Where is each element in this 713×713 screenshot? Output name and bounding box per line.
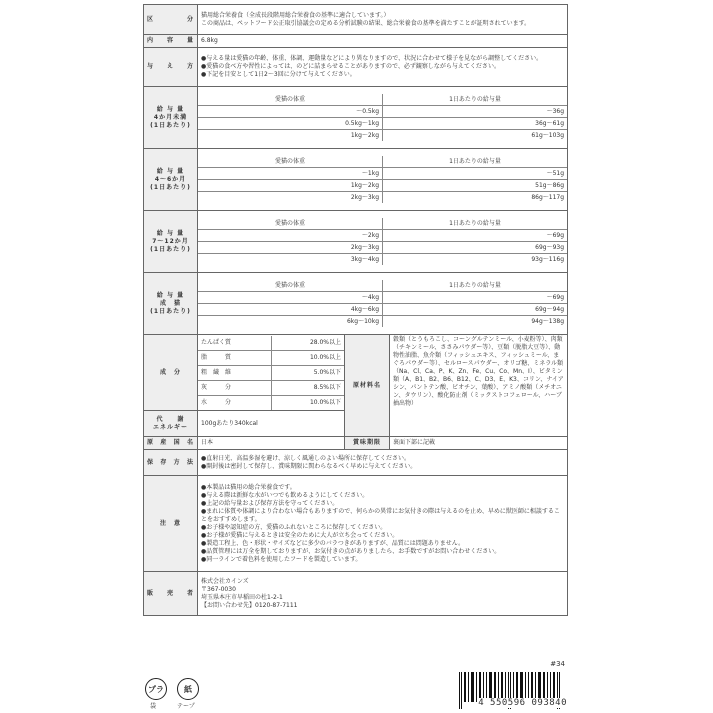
feeding-amount: 86g～117g — [383, 192, 568, 204]
seibun-name: 脂 質 — [198, 350, 271, 365]
feeding-header-amount: 1日あたりの給与量 — [383, 156, 568, 168]
feeding-amount: 69g～94g — [383, 304, 568, 316]
feeding-amount: ～69g — [383, 230, 568, 242]
daisha-label — [144, 411, 198, 437]
seibun-value: 10.0%以上 — [271, 350, 344, 365]
ataekata-label: 与 え 方 — [144, 48, 198, 87]
bottom-area — [143, 660, 567, 713]
feeding-table-cell — [198, 211, 568, 273]
feeding-weight: 2kg～3kg — [198, 242, 383, 254]
feeding-amount: 69g～93g — [383, 242, 568, 254]
feeding-table-cell — [198, 87, 568, 149]
feeding-label-line: (1日あたり) — [150, 121, 191, 129]
feeding-weight: 4kg～6kg — [198, 304, 383, 316]
seibun-value: 8.5%以下 — [271, 380, 344, 395]
chui-line: ●まれに体質や体調により合わない場合もありますので、何らかの異常にお気付きの際は与えるのを止め、早めに獣医師に相談することをおすすめします。 — [201, 507, 560, 523]
feeding-header-weight: 愛猫の体重 — [198, 280, 383, 292]
chui-label: 注 意 — [144, 476, 198, 572]
feeding-label-line: 給 与 量 — [156, 105, 185, 113]
feeding-weight: 1kg～2kg — [350, 131, 380, 139]
row-gensankoku — [144, 437, 568, 450]
feeding-label-line: 4か月未満 — [153, 113, 188, 121]
feeding-header-amount: 1日あたりの給与量 — [383, 94, 568, 106]
ataekata-line: ●与える量は愛猫の年齢、体重、体調、運動量などにより異なりますので、状況に合わせて様子を見ながら調整してください。 — [201, 55, 543, 62]
plastic-recycle-icon: プラ — [145, 678, 167, 700]
feeding-weight: 6kg～10kg — [346, 317, 380, 325]
chui-line: ●品質管理には万全を期しておりますが、お気付きの点がありましたら、お手数ですがお問い合わせください。 — [201, 547, 501, 555]
feeding-label-line: 給 与 量 — [156, 291, 185, 299]
feeding-weight: ～0.5kg — [198, 106, 383, 118]
feeding-amount: 93g～116g — [383, 254, 568, 266]
feeding-table — [198, 156, 567, 203]
shomikigen-label: 賞味期限 — [345, 437, 390, 450]
feeding-table — [198, 94, 567, 141]
feeding-label-line: (1日あたり) — [150, 183, 191, 191]
seibun-value: 10.0%以下 — [271, 395, 344, 410]
chui-line: ●お子様や認知症の方、愛猫のふれないところに保存してください。 — [201, 523, 387, 531]
feeding-weight: 2kg～3kg — [350, 193, 380, 201]
hanbai-line: 埼玉県本庄市早稲田の杜1-2-1 — [201, 593, 283, 601]
feeding-weight: ～1kg — [198, 168, 383, 180]
genzairyo-label: 原材料名 — [345, 335, 390, 437]
feeding-label-line: 給 与 量 — [156, 229, 185, 237]
ataekata-line: ●愛猫の食べ方や習性によっては、のどに詰まらせることがありますので、必ず観察しながら与えてください。 — [201, 63, 500, 70]
code-number: #34 — [550, 660, 565, 668]
feeding-label — [144, 87, 198, 149]
seibun-value: 28.0%以上 — [271, 336, 344, 351]
feeding-weight: ～2kg — [198, 230, 383, 242]
row-feeding-0 — [144, 87, 568, 149]
seibun-name: 水 分 — [201, 398, 232, 406]
seibun-name: 粗 繊 維 — [198, 365, 271, 380]
feeding-label-line: 給 与 量 — [156, 167, 185, 175]
row-chui — [144, 476, 568, 572]
chui-line: ●本製品は猫用の総合栄養食です。 — [201, 483, 296, 491]
feeding-weight: 1kg～2kg — [198, 180, 383, 192]
kubun-line: 猫用総合栄養食（全成長段階用総合栄養食の基準に適合しています。） — [201, 11, 390, 19]
seibun-name: 灰 分 — [198, 380, 271, 395]
feeding-table-cell — [198, 149, 568, 211]
feeding-weight: 3kg～4kg — [350, 255, 380, 263]
kubun-label: 区 分 — [144, 5, 198, 35]
feeding-label — [144, 149, 198, 211]
daisha-label-line: エネルギー — [152, 423, 188, 431]
row-naiyoryo — [144, 35, 568, 48]
hozon-label: 保存方法 — [144, 450, 198, 476]
recycle-label-bag: 袋 — [150, 703, 157, 710]
hanbai-value — [198, 572, 568, 616]
feeding-label-line: 4～6か月 — [154, 175, 187, 183]
barcode-digits: 4 550596 093840 — [478, 698, 567, 708]
kubun-line: この商品は、ペットフード公正取引協議会の定める分析試験の結果、総合栄養食の基準を満たすことが証明されています。 — [201, 19, 531, 27]
feeding-amount: ～36g — [383, 106, 568, 118]
daisha-value: 100gあたり340kcal — [198, 411, 345, 437]
seibun-label: 成 分 — [144, 335, 198, 411]
feeding-amount: 51g～86g — [383, 180, 568, 192]
feeding-table-cell — [198, 273, 568, 335]
label-table — [143, 4, 568, 616]
feeding-label-line: (1日あたり) — [150, 307, 191, 315]
hanbai-line: 【お問い合わせ先】0120-87-7111 — [201, 601, 298, 609]
chui-line: ●同一ラインで着色料を使用したフードを製造しています。 — [201, 555, 362, 563]
chui-line: ●与える際は新鮮な水がいつでも飲めるようにしてください。 — [201, 491, 369, 499]
gensankoku-value: 日本 — [198, 437, 345, 450]
chui-line: ●製造工程上、色・形状・サイズなどに多少のバラつきがありますが、品質には問題ありません。 — [201, 539, 465, 547]
hanbai-line: 株式会社カインズ — [201, 577, 249, 585]
naiyoryo-label: 内 容 量 — [144, 35, 198, 48]
shomikigen-value: 裏面下部に記載 — [390, 437, 568, 450]
feeding-table — [198, 280, 567, 327]
feeding-label-line: 成 猫 — [159, 299, 181, 307]
chui-line: ●お子様が愛猫に与えるときは安全のために大人が立ち会ってください。 — [201, 531, 399, 539]
seibun-name: たんぱく質 — [198, 336, 271, 351]
gensankoku-label: 原産国名 — [144, 437, 198, 450]
feeding-label — [144, 211, 198, 273]
seibun-value: 5.0%以下 — [271, 365, 344, 380]
feeding-header-weight: 愛猫の体重 — [198, 156, 383, 168]
feeding-amount: ～51g — [383, 168, 568, 180]
row-hanbai — [144, 572, 568, 616]
row-hozon — [144, 450, 568, 476]
chui-line: ●上記の給与量および保存方法を守ってください。 — [201, 499, 339, 507]
feeding-header-amount: 1日あたりの給与量 — [383, 218, 568, 230]
paper-recycle-icon: 紙 — [177, 678, 199, 700]
kubun-value — [198, 5, 568, 35]
row-seibun — [144, 335, 568, 411]
hozon-value — [198, 450, 568, 476]
ataekata-line: ●下記を目安として1日2～3回に分けて与えてください。 — [201, 71, 356, 78]
feeding-label — [144, 273, 198, 335]
feeding-label-line: (1日あたり) — [150, 245, 191, 253]
chui-value — [198, 476, 568, 572]
row-feeding-3 — [144, 273, 568, 335]
daisha-label-line: 代 謝 — [156, 415, 185, 423]
hanbai-label: 販 売 者 — [144, 572, 198, 616]
genzairyo-value: 穀類（とうもろこし、コーングルテンミール、小麦粉等）、肉類（チキンミール、ささみパウダー等）、豆類（脱脂大豆等）、動物性油脂、魚介類（フィッシュエキス、フィッシュミール、まぐろパウダー等）、セルロースパウダー、オリゴ糖、ミネラル類（Na、Cl、Ca、P、K、Zn、Fe、Cu、Co、Mn、I）、ビタミン類（A、B1、B2、B6、B12、C、D3、E、K3、コリン、ナイアシン、パントテン酸、ビオチン、葉酸）、アミノ酸類（メチオニン、タウリン）、酸化防止剤（ミックストコフェロール、ハーブ抽出物） — [390, 335, 568, 437]
feeding-amount: 61g～103g — [383, 130, 568, 142]
seibun-table — [198, 336, 344, 410]
row-ataekata — [144, 48, 568, 87]
feeding-amount: ～69g — [383, 292, 568, 304]
hozon-line: ●直射日光、高温多湿を避け、涼しく風通しのよい場所に保存してください。 — [201, 454, 410, 462]
row-feeding-2 — [144, 211, 568, 273]
feeding-amount: 94g～138g — [383, 316, 568, 328]
feeding-weight: 0.5kg～1kg — [198, 118, 383, 130]
feeding-amount: 36g～61g — [383, 118, 568, 130]
seibun-table-cell — [198, 335, 345, 411]
row-feeding-1 — [144, 149, 568, 211]
feeding-label-line: 7～12か月 — [152, 237, 189, 245]
row-kubun — [144, 5, 568, 35]
feeding-header-weight: 愛猫の体重 — [198, 218, 383, 230]
feeding-header-weight: 愛猫の体重 — [198, 94, 383, 106]
recycle-label-tape: テープ — [177, 703, 195, 710]
feeding-weight: ～4kg — [198, 292, 383, 304]
feeding-table — [198, 218, 567, 265]
ataekata-value — [198, 48, 568, 87]
naiyoryo-value: 6.8kg — [198, 35, 568, 48]
hozon-line: ●開封後は密封して保存し、賞味期限に関わらなるべく早めに与えてください。 — [201, 462, 417, 470]
hanbai-line: 〒367-0030 — [201, 585, 236, 593]
feeding-header-amount: 1日あたりの給与量 — [383, 280, 568, 292]
